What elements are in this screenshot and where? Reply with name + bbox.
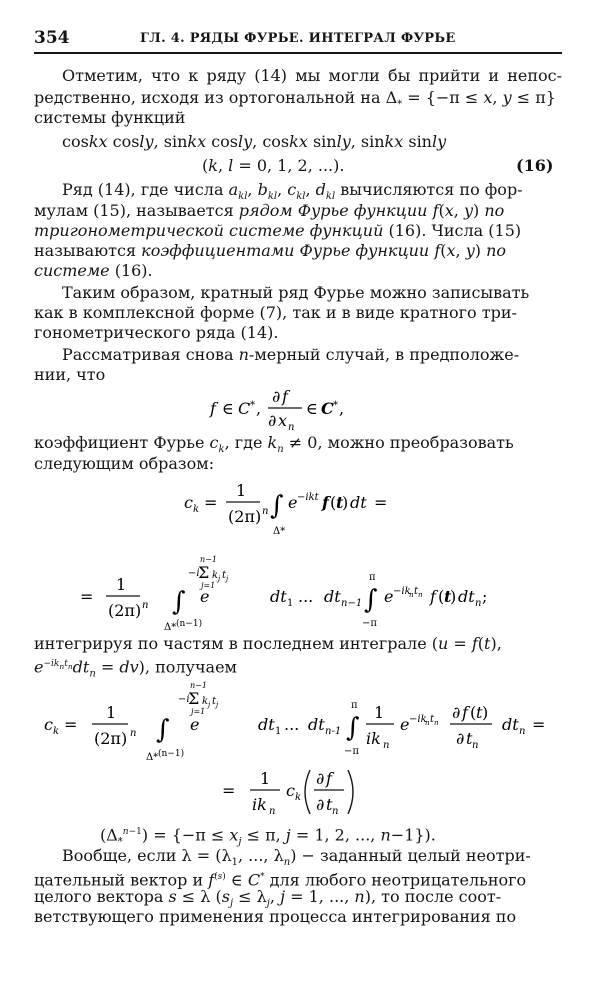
svg-text:(n−1): (n−1) [176,619,203,629]
svg-text:*: * [333,400,338,411]
svg-text:t: t [430,714,435,725]
text-line: ветствующего применения процесса интегрирования по [34,907,517,926]
svg-text:dt: dt [458,587,475,606]
text-line: мулам (15), называется рядом Фурье функции f(x, y) по [34,201,505,220]
svg-text:j: j [226,575,229,583]
smoothness-condition-formula [200,384,400,434]
svg-text:n: n [288,422,295,433]
text-line: Вообще, если $\lambda = (\lambda_1$, ..., $\lambda_n$) − заданный целый неотри- [62,846,531,869]
svg-text:j=1: j=1 [201,581,216,590]
svg-text:n: n [142,600,149,611]
text-line: Ряд (14), где числа $a_{kl}$, $b_{kl}$, $c_{kl}$, $d_{kl}$ вычисляются по фор- [62,180,523,203]
svg-text:∫: ∫ [270,491,284,521]
svg-text:n: n [332,806,339,817]
svg-text:1: 1 [287,598,294,609]
svg-text:ik: ik [252,795,267,814]
svg-text:∫: ∫ [364,585,378,615]
text-line: коэффициент Фурье $c_k$, где $k_n \ne 0$, можно преобразовать [34,433,514,456]
text-line: цательный вектор и $f^{(s)}$ ∈ C* для любого неотрицательного [34,870,527,890]
svg-text:∈: ∈ [306,399,318,418]
svg-text:π: π [369,572,376,583]
svg-text:n: n [130,728,137,739]
text-line: интегрируя по частям в последнем интеграле (u = f(t), [34,634,502,653]
svg-text:∂: ∂ [268,411,277,430]
svg-text:∂: ∂ [316,769,325,788]
svg-text:k: k [193,504,200,515]
equation-number: (16) [516,156,554,175]
svg-text:e: e [400,715,410,734]
svg-text:1: 1 [236,481,247,500]
svg-text:t: t [444,587,452,606]
svg-text:∈: ∈ [222,399,234,418]
svg-text:dt: dt [350,493,367,512]
svg-text:;: ; [482,587,488,606]
svg-text:c: c [44,715,53,734]
svg-text:k: k [212,570,219,581]
svg-text:n: n [425,719,430,727]
text-line: целого вектора s ≤ λ ($s_j \le \lambda_j$, j = 1, ..., n), то после соот- [34,887,502,910]
svg-text:j=1: j=1 [191,707,206,716]
text-line: Таким образом, кратный ряд Фурье можно записывать [62,283,530,302]
svg-text:t: t [222,570,227,581]
svg-text:Δ*: Δ* [164,622,177,632]
svg-text:=: = [222,781,236,800]
svg-text:e: e [190,715,200,734]
svg-text:(: ( [330,493,337,512]
svg-text:e: e [288,493,298,512]
text-line: тригонометрической системе функций (16). Числа (15) [34,221,522,240]
svg-text:(n−1): (n−1) [158,749,185,759]
svg-text:f: f [322,493,329,512]
page-number: 354 [34,28,70,48]
svg-text:C: C [238,399,251,418]
svg-text:t: t [212,696,217,707]
svg-text:...: ... [298,587,314,606]
svg-text:f: f [282,387,288,406]
text-line: нии, что [34,365,106,384]
fourier-coefficient-expansion-formula [60,540,540,632]
svg-text:ik: ik [366,729,381,748]
text-line: Рассматривая снова n-мерный случай, в предположе- [62,345,520,364]
text-line: системе (16). [34,261,153,280]
svg-text:(2π): (2π) [108,601,142,620]
svg-text:(: ( [438,587,445,606]
svg-text:t: t [466,729,473,748]
text-line: следующим образом: [34,454,215,473]
svg-text:t: t [326,795,333,814]
svg-text:dt: dt [270,587,287,606]
svg-text:=: = [204,493,218,512]
svg-text:,: , [339,399,345,418]
svg-text:n: n [519,726,526,737]
svg-text:n: n [262,506,269,517]
svg-text:n-1: n-1 [325,726,342,737]
svg-text:−ikt: −ikt [297,492,319,503]
svg-text:−i: −i [188,568,200,579]
svg-text:∂: ∂ [272,387,281,406]
svg-text:n: n [418,591,423,599]
text-line: гонометрического ряда (14). [34,323,279,342]
svg-text:=: = [80,587,94,606]
svg-text:1: 1 [260,769,271,788]
svg-text:Δ*: Δ* [146,752,159,763]
svg-text:n: n [269,806,276,817]
svg-text:1: 1 [106,703,117,722]
fourier-coefficient-formula [180,478,440,540]
function-system-range: (k, l = 0, 1, 2, ...). [202,156,345,175]
svg-text:n: n [475,598,482,609]
svg-text:1: 1 [374,703,385,722]
svg-text:*: * [250,400,255,411]
svg-text:n−1: n−1 [190,681,207,690]
svg-text:t: t [336,493,344,512]
svg-text:n: n [434,719,439,727]
svg-text:k: k [53,726,60,737]
svg-text:j: j [216,701,219,709]
svg-text:n: n [409,591,414,599]
svg-text:−i: −i [178,694,190,705]
svg-text:−π: −π [344,746,359,757]
text-line: называются коэффициентами Фурье функции f(x, y) по [34,241,506,260]
svg-text:e: e [200,587,210,606]
svg-text:∂: ∂ [452,703,461,722]
svg-text:n: n [472,740,479,751]
svg-text:dt: dt [258,715,275,734]
svg-text:f: f [326,769,332,788]
svg-text:∂: ∂ [456,729,465,748]
svg-text:=: = [64,715,78,734]
svg-text:Δ*: Δ* [273,526,286,537]
text-line: Отметим, что к ряду (14) мы могли бы прийти и непос- [62,66,562,85]
svg-text:x: x [278,411,288,430]
svg-text:∫: ∫ [346,713,360,743]
svg-text:f: f [430,587,436,606]
running-title: ГЛ. 4. РЯДЫ ФУРЬЕ. ИНТЕГРАЛ ФУРЬЕ [140,31,456,46]
svg-text:1: 1 [275,726,282,737]
svg-text:−ik: −ik [393,586,411,597]
svg-text:1: 1 [116,575,127,594]
svg-text:−π: −π [362,618,377,629]
svg-text:k: k [202,696,209,707]
coefficient-derivative-relation-formula [216,762,396,826]
svg-text:j: j [208,701,211,709]
svg-text:f: f [210,399,216,418]
svg-text:(: ( [470,703,477,722]
svg-text:): ) [342,493,349,512]
svg-text:n−1: n−1 [341,598,363,609]
svg-text:∫: ∫ [156,715,170,745]
text-line: $e^{-ik_nt_n}dt_n = dv$), получаем [34,657,237,680]
svg-text:,: , [256,399,262,418]
svg-text:f: f [462,703,468,722]
text-line: системы функций [34,108,186,127]
svg-text:): ) [450,587,457,606]
header-rule [34,52,562,54]
svg-text:k: k [295,792,302,803]
text-line: как в комплексной форме (7), так и в виде кратного три- [34,303,517,322]
svg-text:dt: dt [308,715,325,734]
svg-text:c: c [286,781,295,800]
svg-text:dt: dt [502,715,519,734]
svg-text:n: n [383,740,390,751]
svg-text:e: e [384,587,394,606]
svg-text:): ) [482,703,489,722]
svg-text:C: C [321,399,334,418]
svg-text:∂: ∂ [316,795,325,814]
function-system: coskx cosly, sinkx cosly, coskx sinly, sinkx sinly [62,132,447,151]
svg-text:j: j [218,575,221,583]
svg-text:=: = [374,493,388,512]
svg-text:π: π [351,700,358,711]
svg-text:t: t [414,586,419,597]
svg-text:...: ... [284,715,300,734]
svg-text:∫: ∫ [172,587,186,617]
svg-text:dt: dt [324,587,341,606]
domain-definition: $(\Delta_*^{n-1}) = \{-\pi \le x_j \le \pi$, j = 1, 2, ..., n−1}). [100,825,436,848]
svg-text:c: c [184,493,193,512]
svg-text:−ik: −ik [409,714,427,725]
text-line: редственно, исходя из ортогональной на $\Delta_* = \{-\pi \le x$, y ≤ π} [34,88,556,111]
svg-text:(2π): (2π) [228,507,262,526]
svg-text:(2π): (2π) [94,729,128,748]
svg-text:n−1: n−1 [200,555,217,564]
svg-text:t: t [476,703,483,722]
svg-text:Σ: Σ [188,689,200,708]
svg-text:Σ: Σ [198,563,210,582]
svg-text:=: = [532,715,546,734]
